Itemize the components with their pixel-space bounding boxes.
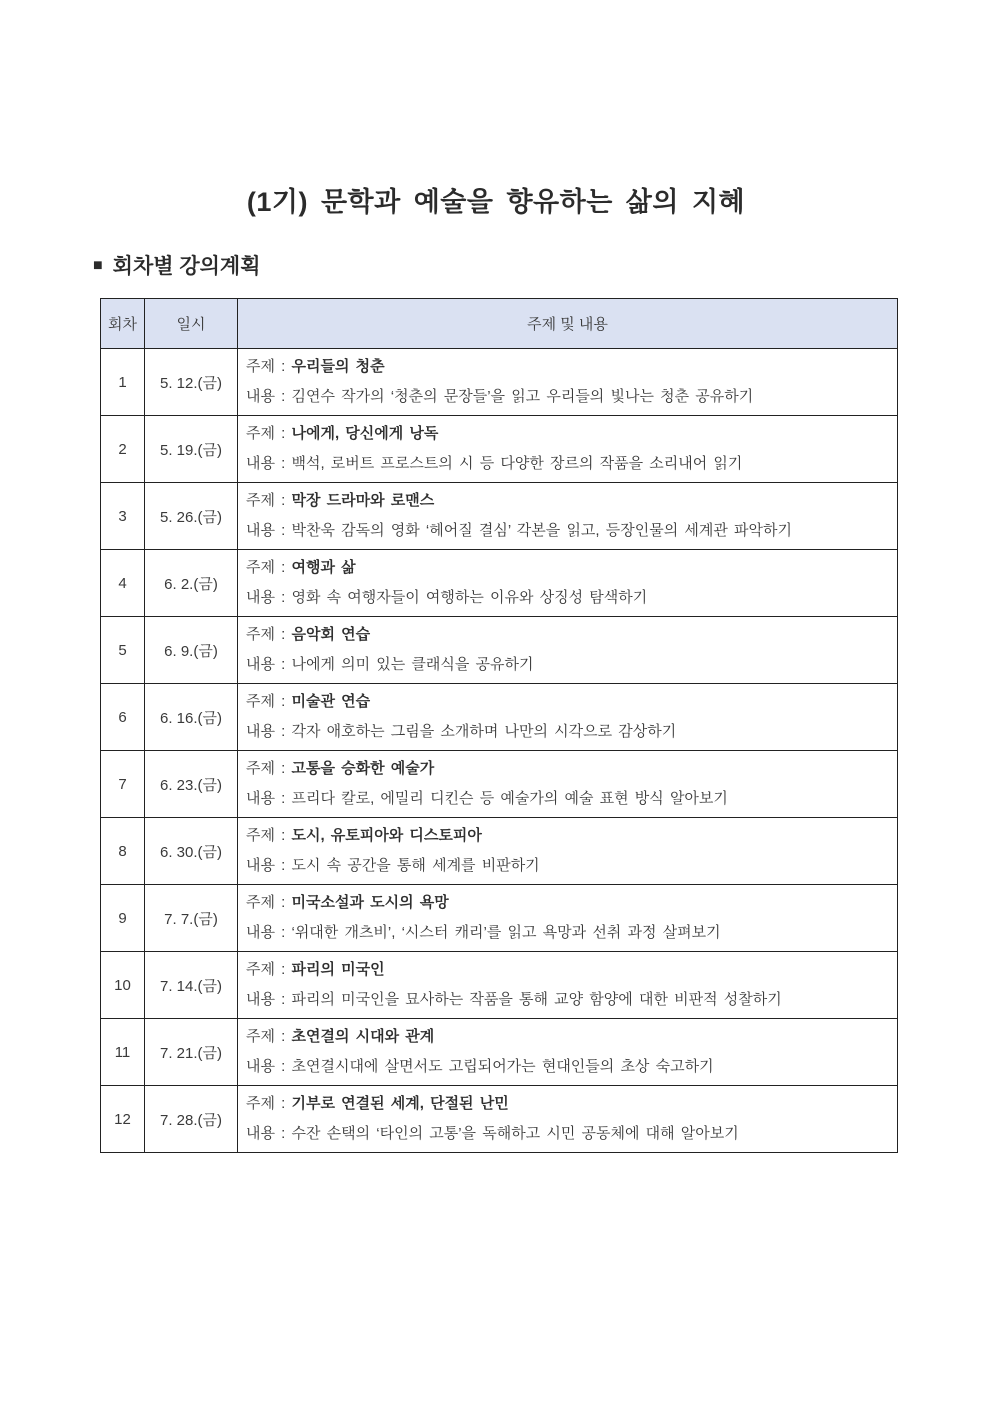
table-row — [101, 349, 898, 416]
content-line — [246, 650, 889, 680]
page-title: (1기) 문학과 예술을 향유하는 삶의 지혜 — [246, 187, 746, 217]
section-heading — [93, 250, 261, 280]
content-label: 내용 : — [246, 723, 292, 740]
session-date: 5. 19.(금) — [145, 416, 238, 483]
table-row — [101, 818, 898, 885]
content-line — [246, 851, 889, 881]
content-line — [246, 1119, 889, 1149]
session-number: 2 — [101, 416, 145, 483]
session-detail — [238, 751, 898, 818]
session-detail — [238, 1019, 898, 1086]
topic-text: 도시, 유토피아와 디스토피아 — [291, 827, 482, 844]
lecture-schedule-table — [100, 298, 898, 1153]
content-line — [246, 382, 889, 412]
table-row — [101, 952, 898, 1019]
session-number: 6 — [101, 684, 145, 751]
session-date: 5. 26.(금) — [145, 483, 238, 550]
topic-label: 주제 : — [246, 894, 292, 911]
table-row — [101, 751, 898, 818]
content-line — [246, 918, 889, 948]
session-number: 1 — [101, 349, 145, 416]
content-line — [246, 583, 889, 613]
session-number: 9 — [101, 885, 145, 952]
content-label: 내용 : — [246, 857, 292, 874]
session-date: 6. 16.(금) — [145, 684, 238, 751]
topic-label: 주제 : — [246, 358, 292, 375]
content-text: 수잔 손택의 ‘타인의 고통’을 독해하고 시민 공동체에 대해 알아보기 — [291, 1125, 739, 1142]
content-text: 도시 속 공간을 통해 세계를 비판하기 — [291, 857, 540, 874]
content-label: 내용 : — [246, 589, 292, 606]
table-row — [101, 1019, 898, 1086]
topic-line — [246, 620, 889, 650]
topic-line — [246, 888, 889, 918]
topic-label: 주제 : — [246, 425, 292, 442]
content-text: 김연수 작가의 ‘청춘의 문장들’을 읽고 우리들의 빛나는 청춘 공유하기 — [291, 388, 754, 405]
table-header — [101, 299, 898, 349]
session-date: 7. 14.(금) — [145, 952, 238, 1019]
content-label: 내용 : — [246, 522, 292, 539]
content-label: 내용 : — [246, 991, 292, 1008]
topic-label: 주제 : — [246, 492, 292, 509]
topic-text: 음악회 연습 — [291, 626, 371, 643]
topic-line — [246, 687, 889, 717]
content-text: 영화 속 여행자들이 여행하는 이유와 상징성 탐색하기 — [291, 589, 648, 606]
table-row — [101, 550, 898, 617]
session-detail — [238, 550, 898, 617]
topic-text: 우리들의 청춘 — [291, 358, 385, 375]
content-line — [246, 717, 889, 747]
square-bullet-icon: ■ — [93, 257, 103, 274]
topic-line — [246, 1022, 889, 1052]
session-detail — [238, 483, 898, 550]
topic-label: 주제 : — [246, 559, 292, 576]
header-content-column: 주제 및 내용 — [238, 299, 898, 349]
topic-line — [246, 1089, 889, 1119]
topic-line — [246, 821, 889, 851]
header-date-column: 일시 — [145, 299, 238, 349]
table-row — [101, 684, 898, 751]
topic-line — [246, 352, 889, 382]
topic-text: 파리의 미국인 — [291, 961, 385, 978]
table-body — [101, 349, 898, 1153]
topic-text: 미국소설과 도시의 욕망 — [291, 894, 449, 911]
session-number: 4 — [101, 550, 145, 617]
session-number: 8 — [101, 818, 145, 885]
session-number: 12 — [101, 1086, 145, 1153]
header-session-column: 회차 — [101, 299, 145, 349]
topic-label: 주제 : — [246, 961, 292, 978]
session-detail — [238, 818, 898, 885]
topic-text: 나에게, 당신에게 낭독 — [291, 425, 439, 442]
topic-text: 초연결의 시대와 관계 — [291, 1028, 435, 1045]
content-label: 내용 : — [246, 1058, 292, 1075]
session-date: 6. 30.(금) — [145, 818, 238, 885]
table-row — [101, 416, 898, 483]
topic-line — [246, 419, 889, 449]
topic-text: 고통을 승화한 예술가 — [291, 760, 435, 777]
session-detail — [238, 952, 898, 1019]
session-detail — [238, 617, 898, 684]
content-text: 파리의 미국인을 묘사하는 작품을 통해 교양 함양에 대한 비판적 성찰하기 — [291, 991, 782, 1008]
content-label: 내용 : — [246, 790, 292, 807]
table-row — [101, 617, 898, 684]
session-number: 7 — [101, 751, 145, 818]
topic-label: 주제 : — [246, 827, 292, 844]
content-line — [246, 516, 889, 546]
content-text: 각자 애호하는 그림을 소개하며 나만의 시각으로 감상하기 — [291, 723, 677, 740]
session-detail — [238, 1086, 898, 1153]
session-detail — [238, 885, 898, 952]
session-number: 11 — [101, 1019, 145, 1086]
content-line — [246, 1052, 889, 1082]
topic-label: 주제 : — [246, 1028, 292, 1045]
content-label: 내용 : — [246, 1125, 292, 1142]
content-line — [246, 784, 889, 814]
content-text: 초연결시대에 살면서도 고립되어가는 현대인들의 초상 숙고하기 — [291, 1058, 714, 1075]
table-header-row — [101, 299, 898, 349]
topic-line — [246, 955, 889, 985]
content-line — [246, 985, 889, 1015]
table-row — [101, 1086, 898, 1153]
topic-line — [246, 553, 889, 583]
content-text: 박찬욱 감독의 영화 ‘헤어질 결심’ 각본을 읽고, 등장인물의 세계관 파악하기 — [291, 522, 792, 539]
topic-line — [246, 486, 889, 516]
session-number: 3 — [101, 483, 145, 550]
content-label: 내용 : — [246, 924, 292, 941]
content-line — [246, 449, 889, 479]
table-row — [101, 483, 898, 550]
content-label: 내용 : — [246, 656, 292, 673]
session-number: 10 — [101, 952, 145, 1019]
session-date: 7. 7.(금) — [145, 885, 238, 952]
section-heading-label: 회차별 강의계획 — [112, 255, 261, 278]
session-date: 6. 23.(금) — [145, 751, 238, 818]
session-date: 6. 2.(금) — [145, 550, 238, 617]
session-detail — [238, 684, 898, 751]
topic-label: 주제 : — [246, 626, 292, 643]
topic-line — [246, 754, 889, 784]
content-text: ‘위대한 개츠비’, ‘시스터 캐리’를 읽고 욕망과 선취 과정 살펴보기 — [291, 924, 721, 941]
session-date: 6. 9.(금) — [145, 617, 238, 684]
session-detail — [238, 349, 898, 416]
topic-text: 여행과 삶 — [291, 559, 356, 576]
content-text: 백석, 로버트 프로스트의 시 등 다양한 장르의 작품을 소리내어 읽기 — [291, 455, 743, 472]
session-date: 7. 28.(금) — [145, 1086, 238, 1153]
topic-label: 주제 : — [246, 693, 292, 710]
content-label: 내용 : — [246, 388, 292, 405]
session-date: 7. 21.(금) — [145, 1019, 238, 1086]
topic-text: 미술관 연습 — [291, 693, 371, 710]
session-number: 5 — [101, 617, 145, 684]
content-text: 나에게 의미 있는 클래식을 공유하기 — [291, 656, 534, 673]
content-label: 내용 : — [246, 455, 292, 472]
topic-text: 기부로 연결된 세계, 단절된 난민 — [291, 1095, 509, 1112]
session-detail — [238, 416, 898, 483]
session-date: 5. 12.(금) — [145, 349, 238, 416]
topic-text: 막장 드라마와 로맨스 — [291, 492, 435, 509]
topic-label: 주제 : — [246, 760, 292, 777]
topic-label: 주제 : — [246, 1095, 292, 1112]
table-row — [101, 885, 898, 952]
content-text: 프리다 칼로, 에밀리 디킨슨 등 예술가의 예술 표현 방식 알아보기 — [291, 790, 728, 807]
